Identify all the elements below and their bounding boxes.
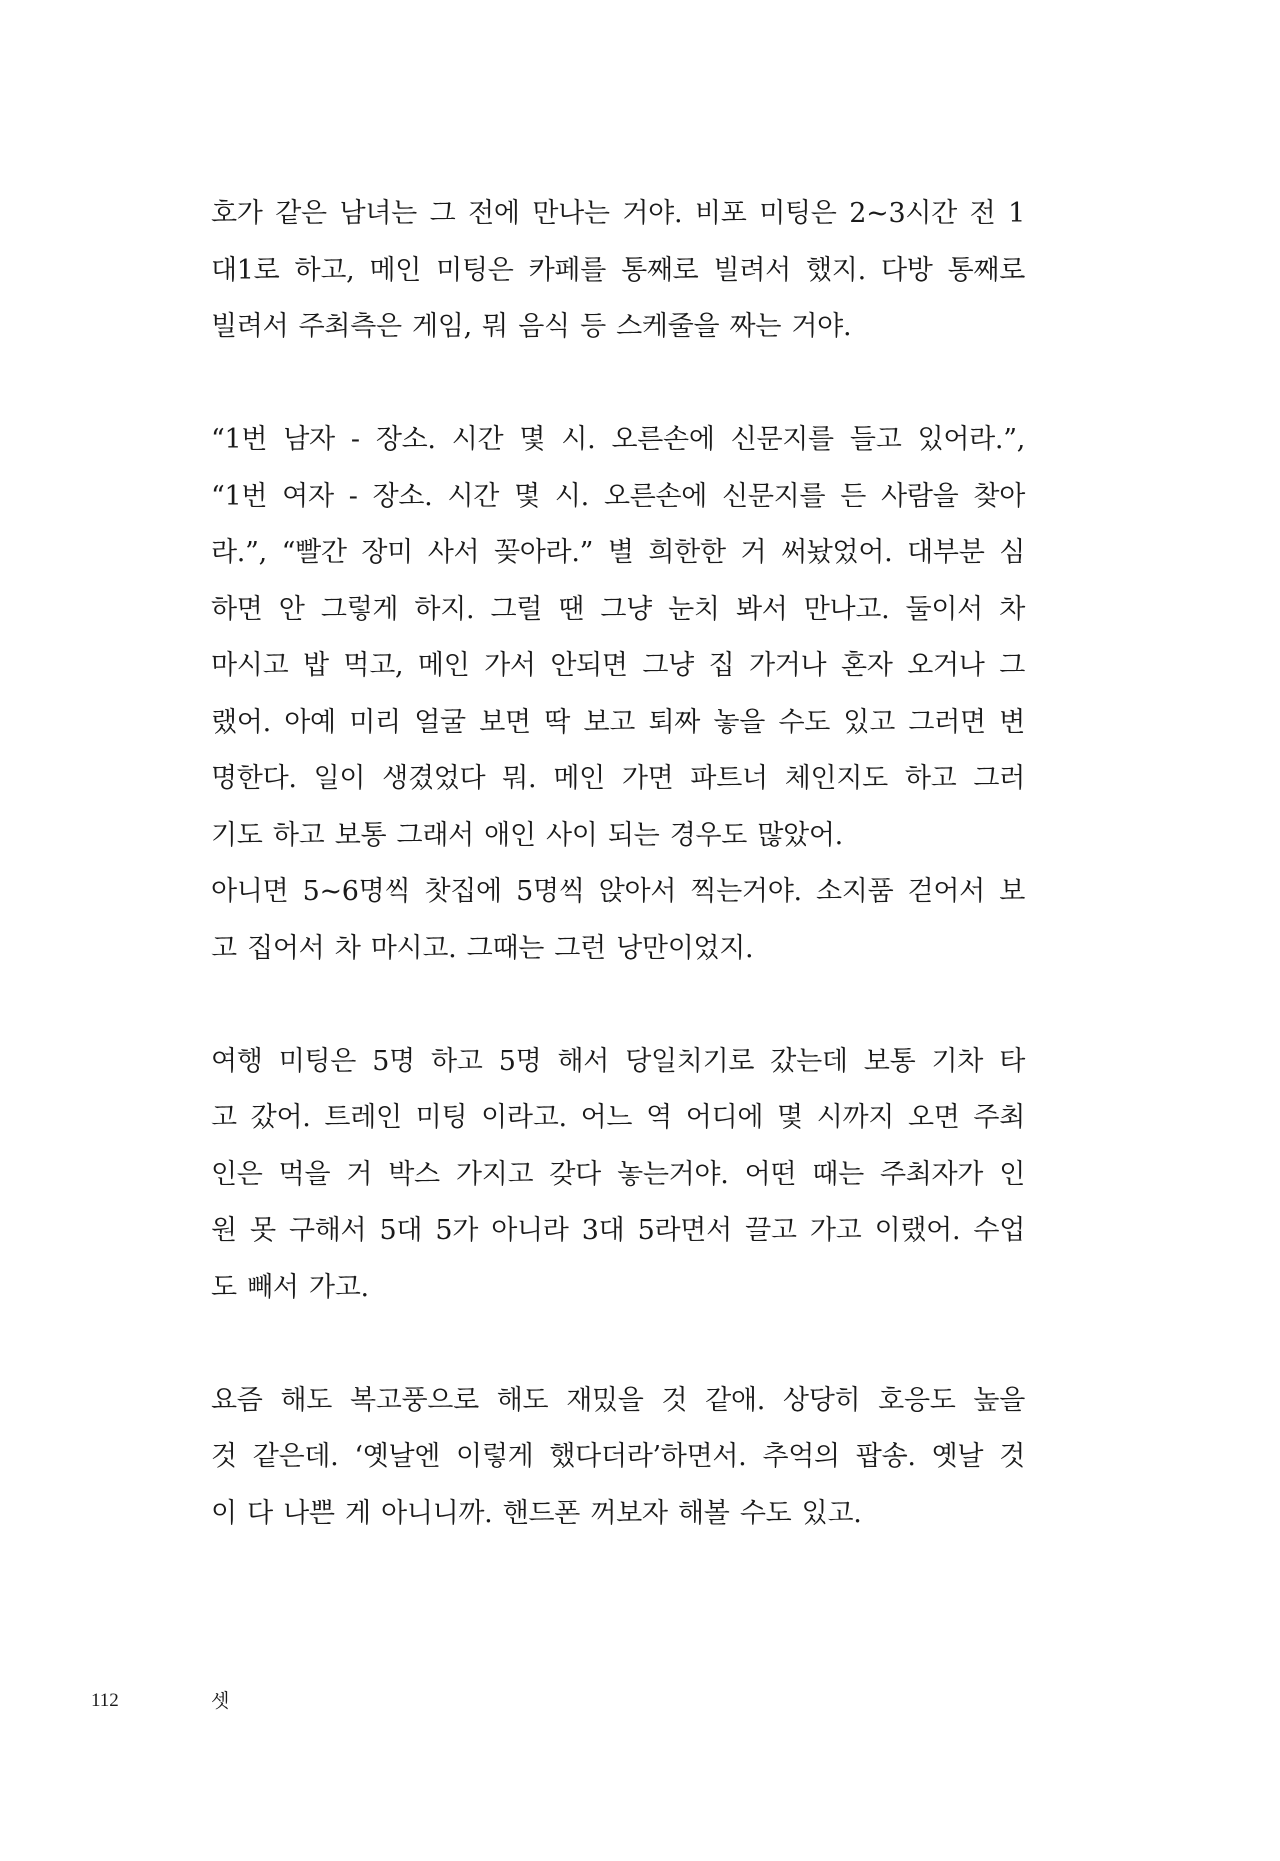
- paragraph-4: [211, 1373, 1025, 1543]
- text-line: 여행 미팅은 5명 하고 5명 해서 당일치기로 갔는데 보통 기차 타: [211, 1045, 1025, 1077]
- paragraph-2: [211, 412, 1025, 977]
- body-text: [211, 186, 1025, 1599]
- text-line: 대1로 하고, 메인 미팅은 카페를 통째로 빌려서 했지. 다방 통째로: [211, 254, 1025, 286]
- text-line: “1번 여자 - 장소. 시간 몇 시. 오른손에 신문지를 든 사람을 찾아: [211, 480, 1025, 512]
- text-line: 도 빼서 가고.: [211, 1271, 369, 1303]
- text-line: 것 같은데. ‘옛날엔 이렇게 했다더라’하면서. 추억의 팝송. 옛날 것: [211, 1441, 1025, 1472]
- paragraph-3: [211, 1034, 1025, 1317]
- text-line: 마시고 밥 먹고, 메인 가서 안되면 그냥 집 가거나 혼자 오거나 그: [211, 650, 1025, 681]
- text-line: 인은 먹을 거 박스 가지고 갖다 놓는거야. 어떤 때는 주최자가 인: [211, 1158, 1025, 1190]
- text-line: 고 집어서 차 마시고. 그때는 그런 낭만이었지.: [211, 932, 754, 964]
- text-line: “1번 남자 - 장소. 시간 몇 시. 오른손에 신문지를 들고 있어라.”,: [211, 424, 1025, 455]
- text-line: 원 못 구해서 5대 5가 아니라 3대 5라면서 끌고 가고 이랬어. 수업: [211, 1215, 1025, 1246]
- text-line: 빌려서 주최측은 게임, 뭐 음식 등 스케줄을 짜는 거야.: [211, 311, 852, 342]
- text-line: 아니면 5~6명씩 찻집에 5명씩 앉아서 찍는거야. 소지품 걷어서 보: [211, 876, 1025, 907]
- page-footer: [0, 1686, 1280, 1716]
- text-line: 라.”, “빨간 장미 사서 꽂아라.” 별 희한한 거 써놨었어. 대부분 심: [211, 537, 1025, 568]
- text-line: 기도 하고 보통 그래서 애인 사이 되는 경우도 많았어.: [211, 819, 843, 851]
- paragraph-1: [211, 186, 1025, 356]
- page-number: 112: [91, 1690, 119, 1711]
- text-line: 이 다 나쁜 게 아니니까. 핸드폰 꺼보자 해볼 수도 있고.: [211, 1497, 862, 1529]
- text-line: 호가 같은 남녀는 그 전에 만나는 거야. 비포 미팅은 2~3시간 전 1: [211, 198, 1025, 229]
- text-line: 랬어. 아예 미리 얼굴 보면 딱 보고 퇴짜 놓을 수도 있고 그러면 변: [211, 706, 1025, 738]
- text-line: 하면 안 그렇게 하지. 그럴 땐 그냥 눈치 봐서 만나고. 둘이서 차: [211, 593, 1025, 625]
- running-head: 셋: [211, 1690, 230, 1712]
- text-line: 요즘 해도 복고풍으로 해도 재밌을 것 같애. 상당히 호응도 높을: [211, 1384, 1025, 1416]
- text-line: 고 갔어. 트레인 미팅 이라고. 어느 역 어디에 몇 시까지 오면 주최: [211, 1102, 1025, 1133]
- text-line: 명한다. 일이 생겼었다 뭐. 메인 가면 파트너 체인지도 하고 그러: [211, 763, 1025, 794]
